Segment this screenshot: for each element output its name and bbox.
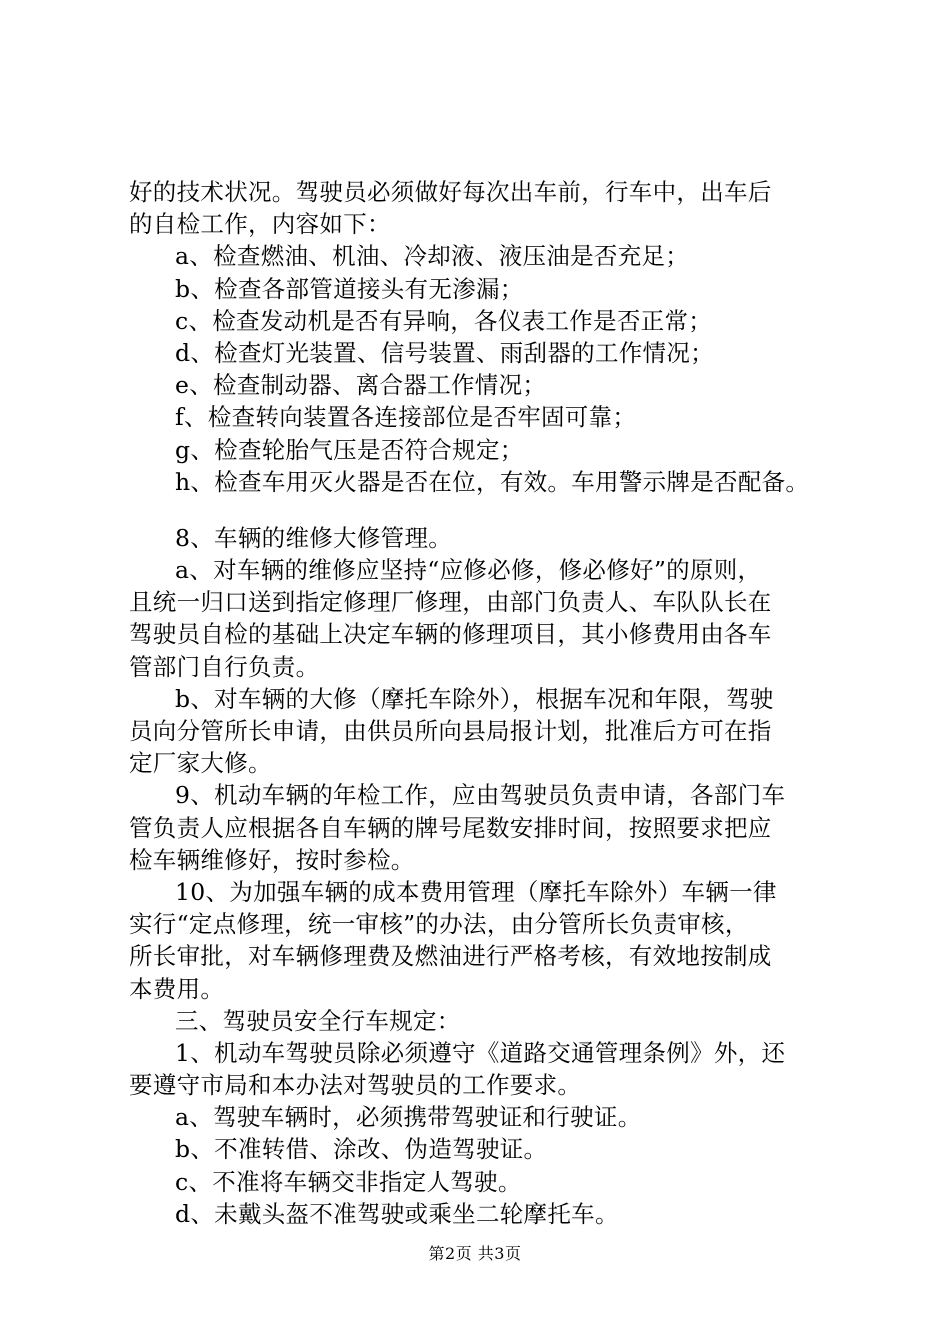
checklist-item: a、检查燃油、机油、冷却液、液压油是否充足； <box>175 242 690 271</box>
paragraph-line: 且统一归口送到指定修理厂修理，由部门负责人、车队队长在 <box>129 588 772 617</box>
paragraph-line: 1、机动车驾驶员除必须遵守《道路交通管理条例》外，还 <box>175 1038 786 1067</box>
checklist-item: g、检查轮胎气压是否符合规定； <box>175 435 524 464</box>
paragraph-line: 9、机动车辆的年检工作，应由驾驶员负责申请，各部门车 <box>175 781 786 810</box>
paragraph-line: 员向分管所长申请，由供员所向县局报计划，批准后方可在指 <box>129 717 772 745</box>
checklist-item: h、检查车用灭火器是否在位，有效。车用警示牌是否配备。 <box>175 467 810 496</box>
checklist-item: f、检查转向装置各连接部位是否牢固可靠； <box>175 403 637 432</box>
paragraph-line: 实行“定点修理，统一审核”的办法，由分管所长负责审核， <box>129 910 749 939</box>
paragraph-line: a、对车辆的维修应坚持“应修必修，修必修好”的原则， <box>175 556 762 585</box>
paragraph-line: 管部门自行负责。 <box>129 652 320 681</box>
paragraph-line: 要遵守市局和本办法对驾驶员的工作要求。 <box>129 1071 582 1100</box>
paragraph-gap <box>129 498 849 522</box>
rule-item: a、驾驶车辆时，必须携带驾驶证和行驶证。 <box>175 1103 642 1132</box>
document-body <box>129 176 849 1230</box>
paragraph-line: b、对车辆的大修（摩托车除外），根据车况和年限，驾驶 <box>175 684 774 713</box>
checklist-item: d、检查灯光装置、信号装置、雨刮器的工作情况； <box>175 338 714 367</box>
checklist-item: c、检查发动机是否有异响，各仪表工作是否正常； <box>175 306 713 335</box>
checklist-item: b、检查各部管道接头有无渗漏； <box>175 274 524 303</box>
paragraph-line: 管负责人应根据各自车辆的牌号尾数安排时间，按照要求把应 <box>129 813 772 842</box>
checklist-item: e、检查制动器、离合器工作情况； <box>175 371 547 400</box>
rule-item: b、不准转借、涂改、伪造驾驶证。 <box>175 1135 548 1164</box>
rule-item: c、不准将车辆交非指定人驾驶。 <box>175 1167 522 1196</box>
paragraph-line: 的自检工作，内容如下： <box>129 210 391 239</box>
page-number-footer: 第2页 共3页 <box>428 1244 522 1263</box>
paragraph-line: 定厂家大修。 <box>129 749 272 778</box>
paragraph-line: 10、为加强车辆的成本费用管理（摩托车除外）车辆一律 <box>175 877 777 906</box>
paragraph-line: 检车辆维修好，按时参检。 <box>129 845 415 874</box>
rule-item: d、未戴头盔不准驾驶或乘坐二轮摩托车。 <box>175 1199 619 1228</box>
paragraph-line: 驾驶员自检的基础上决定车辆的修理项目，其小修费用由各车 <box>129 620 772 649</box>
section-heading: 三、驾驶员安全行车规定： <box>175 1006 461 1035</box>
paragraph-line: 所长审批，对车辆修理费及燃油进行严格考核，有效地按制成 <box>129 942 772 971</box>
paragraph-line: 好的技术状况。驾驶员必须做好每次出车前，行车中，出车后 <box>129 178 772 206</box>
paragraph-line: 本费用。 <box>129 974 225 1003</box>
section-heading: 8、车辆的维修大修管理。 <box>175 523 453 552</box>
